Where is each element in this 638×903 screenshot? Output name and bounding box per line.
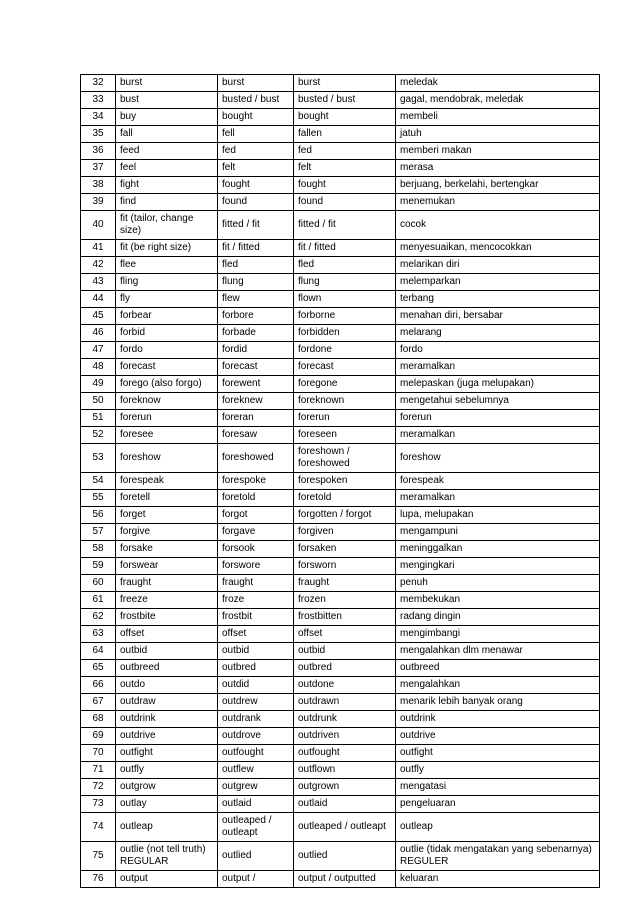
- past-tense-cell: fed: [218, 143, 294, 160]
- row-number-cell: 62: [81, 609, 116, 626]
- translation-cell: foreshow: [396, 444, 600, 473]
- row-number-cell: 69: [81, 728, 116, 745]
- table-row: [81, 376, 600, 393]
- table-row: [81, 291, 600, 308]
- translation-cell: forerun: [396, 410, 600, 427]
- table-row: [81, 507, 600, 524]
- past-tense-cell: busted / bust: [218, 92, 294, 109]
- translation-cell: mengalahkan: [396, 677, 600, 694]
- irregular-verbs-table: [80, 74, 600, 888]
- past-participle-cell: foreknown: [294, 393, 396, 410]
- table-row: [81, 609, 600, 626]
- table-row: [81, 444, 600, 473]
- base-form-cell: flee: [116, 257, 218, 274]
- translation-cell: melepaskan (juga melupakan): [396, 376, 600, 393]
- table-row: [81, 558, 600, 575]
- past-tense-cell: found: [218, 194, 294, 211]
- base-form-cell: foreknow: [116, 393, 218, 410]
- table-row: [81, 427, 600, 444]
- base-form-cell: forespeak: [116, 473, 218, 490]
- past-participle-cell: fought: [294, 177, 396, 194]
- base-form-cell: outfight: [116, 745, 218, 762]
- table-row: [81, 711, 600, 728]
- row-number-cell: 34: [81, 109, 116, 126]
- row-number-cell: 35: [81, 126, 116, 143]
- past-participle-cell: foreshown / foreshowed: [294, 444, 396, 473]
- base-form-cell: feel: [116, 160, 218, 177]
- base-form-cell: foresee: [116, 427, 218, 444]
- row-number-cell: 76: [81, 871, 116, 888]
- row-number-cell: 37: [81, 160, 116, 177]
- past-participle-cell: forgotten / forgot: [294, 507, 396, 524]
- past-participle-cell: foretold: [294, 490, 396, 507]
- row-number-cell: 43: [81, 274, 116, 291]
- base-form-cell: output: [116, 871, 218, 888]
- table-row: [81, 211, 600, 240]
- row-number-cell: 60: [81, 575, 116, 592]
- table-row: [81, 762, 600, 779]
- translation-cell: memberi makan: [396, 143, 600, 160]
- base-form-cell: fit (tailor, change size): [116, 211, 218, 240]
- translation-cell: menahan diri, bersabar: [396, 308, 600, 325]
- row-number-cell: 41: [81, 240, 116, 257]
- translation-cell: gagal, mendobrak, meledak: [396, 92, 600, 109]
- past-participle-cell: outleaped / outleapt: [294, 813, 396, 842]
- translation-cell: outbreed: [396, 660, 600, 677]
- table-row: [81, 643, 600, 660]
- past-tense-cell: outlaid: [218, 796, 294, 813]
- translation-cell: cocok: [396, 211, 600, 240]
- past-tense-cell: forewent: [218, 376, 294, 393]
- table-row: [81, 626, 600, 643]
- past-participle-cell: bought: [294, 109, 396, 126]
- table-row: [81, 660, 600, 677]
- base-form-cell: fling: [116, 274, 218, 291]
- past-tense-cell: forespoke: [218, 473, 294, 490]
- past-participle-cell: foregone: [294, 376, 396, 393]
- past-participle-cell: outbid: [294, 643, 396, 660]
- past-tense-cell: foreknew: [218, 393, 294, 410]
- translation-cell: keluaran: [396, 871, 600, 888]
- row-number-cell: 68: [81, 711, 116, 728]
- past-tense-cell: outdrew: [218, 694, 294, 711]
- row-number-cell: 70: [81, 745, 116, 762]
- table-row: [81, 813, 600, 842]
- table-row: [81, 393, 600, 410]
- table-row: [81, 308, 600, 325]
- past-tense-cell: foreran: [218, 410, 294, 427]
- table-row: [81, 592, 600, 609]
- past-tense-cell: fought: [218, 177, 294, 194]
- past-tense-cell: foresaw: [218, 427, 294, 444]
- table-row: [81, 143, 600, 160]
- past-participle-cell: fled: [294, 257, 396, 274]
- table-row: [81, 842, 600, 871]
- table-row: [81, 359, 600, 376]
- past-participle-cell: outgrown: [294, 779, 396, 796]
- row-number-cell: 58: [81, 541, 116, 558]
- translation-cell: radang dingin: [396, 609, 600, 626]
- past-participle-cell: frozen: [294, 592, 396, 609]
- past-participle-cell: outdrawn: [294, 694, 396, 711]
- past-participle-cell: outlied: [294, 842, 396, 871]
- base-form-cell: buy: [116, 109, 218, 126]
- base-form-cell: outlay: [116, 796, 218, 813]
- past-tense-cell: offset: [218, 626, 294, 643]
- past-participle-cell: fit / fitted: [294, 240, 396, 257]
- past-tense-cell: frostbit: [218, 609, 294, 626]
- table-row: [81, 257, 600, 274]
- table-row: [81, 473, 600, 490]
- table-row: [81, 160, 600, 177]
- past-tense-cell: foretold: [218, 490, 294, 507]
- past-participle-cell: foreseen: [294, 427, 396, 444]
- base-form-cell: offset: [116, 626, 218, 643]
- past-participle-cell: outflown: [294, 762, 396, 779]
- past-participle-cell: flung: [294, 274, 396, 291]
- translation-cell: melarang: [396, 325, 600, 342]
- table-row: [81, 490, 600, 507]
- past-participle-cell: forespoken: [294, 473, 396, 490]
- table-row: [81, 75, 600, 92]
- table-row: [81, 325, 600, 342]
- translation-cell: mengalahkan dlm menawar: [396, 643, 600, 660]
- translation-cell: melarikan diri: [396, 257, 600, 274]
- past-tense-cell: fell: [218, 126, 294, 143]
- row-number-cell: 52: [81, 427, 116, 444]
- translation-cell: meramalkan: [396, 427, 600, 444]
- row-number-cell: 63: [81, 626, 116, 643]
- translation-cell: membeli: [396, 109, 600, 126]
- table-row: [81, 342, 600, 359]
- base-form-cell: forgive: [116, 524, 218, 541]
- past-tense-cell: flew: [218, 291, 294, 308]
- translation-cell: mengatasi: [396, 779, 600, 796]
- past-tense-cell: forgave: [218, 524, 294, 541]
- translation-cell: merasa: [396, 160, 600, 177]
- table-row: [81, 694, 600, 711]
- row-number-cell: 53: [81, 444, 116, 473]
- row-number-cell: 32: [81, 75, 116, 92]
- row-number-cell: 65: [81, 660, 116, 677]
- table-row: [81, 745, 600, 762]
- table-row: [81, 92, 600, 109]
- row-number-cell: 50: [81, 393, 116, 410]
- row-number-cell: 66: [81, 677, 116, 694]
- row-number-cell: 74: [81, 813, 116, 842]
- table-row: [81, 240, 600, 257]
- past-tense-cell: outlied: [218, 842, 294, 871]
- past-participle-cell: outfought: [294, 745, 396, 762]
- table-row: [81, 871, 600, 888]
- base-form-cell: fit (be right size): [116, 240, 218, 257]
- translation-cell: outdrink: [396, 711, 600, 728]
- row-number-cell: 42: [81, 257, 116, 274]
- base-form-cell: fight: [116, 177, 218, 194]
- row-number-cell: 33: [81, 92, 116, 109]
- base-form-cell: outdrink: [116, 711, 218, 728]
- base-form-cell: freeze: [116, 592, 218, 609]
- past-participle-cell: outdrunk: [294, 711, 396, 728]
- past-participle-cell: fed: [294, 143, 396, 160]
- past-participle-cell: forerun: [294, 410, 396, 427]
- row-number-cell: 67: [81, 694, 116, 711]
- past-tense-cell: forbade: [218, 325, 294, 342]
- translation-cell: mengingkari: [396, 558, 600, 575]
- past-participle-cell: outdriven: [294, 728, 396, 745]
- base-form-cell: fraught: [116, 575, 218, 592]
- table-row: [81, 126, 600, 143]
- past-participle-cell: outdone: [294, 677, 396, 694]
- translation-cell: melemparkan: [396, 274, 600, 291]
- past-participle-cell: flown: [294, 291, 396, 308]
- row-number-cell: 36: [81, 143, 116, 160]
- past-tense-cell: forecast: [218, 359, 294, 376]
- row-number-cell: 71: [81, 762, 116, 779]
- base-form-cell: fall: [116, 126, 218, 143]
- row-number-cell: 51: [81, 410, 116, 427]
- past-participle-cell: forsworn: [294, 558, 396, 575]
- past-tense-cell: outgrew: [218, 779, 294, 796]
- translation-cell: outfight: [396, 745, 600, 762]
- table-row: [81, 677, 600, 694]
- past-participle-cell: offset: [294, 626, 396, 643]
- base-form-cell: foreshow: [116, 444, 218, 473]
- past-participle-cell: burst: [294, 75, 396, 92]
- table-row: [81, 524, 600, 541]
- past-tense-cell: outfought: [218, 745, 294, 762]
- past-participle-cell: forgiven: [294, 524, 396, 541]
- past-participle-cell: fallen: [294, 126, 396, 143]
- table-row: [81, 410, 600, 427]
- past-tense-cell: outflew: [218, 762, 294, 779]
- row-number-cell: 47: [81, 342, 116, 359]
- past-tense-cell: forswore: [218, 558, 294, 575]
- row-number-cell: 44: [81, 291, 116, 308]
- past-tense-cell: forgot: [218, 507, 294, 524]
- past-participle-cell: fitted / fit: [294, 211, 396, 240]
- base-form-cell: outleap: [116, 813, 218, 842]
- past-tense-cell: outdrank: [218, 711, 294, 728]
- base-form-cell: outbid: [116, 643, 218, 660]
- past-tense-cell: burst: [218, 75, 294, 92]
- translation-cell: mengimbangi: [396, 626, 600, 643]
- past-tense-cell: fled: [218, 257, 294, 274]
- base-form-cell: forsake: [116, 541, 218, 558]
- translation-cell: penuh: [396, 575, 600, 592]
- row-number-cell: 72: [81, 779, 116, 796]
- past-participle-cell: forborne: [294, 308, 396, 325]
- past-tense-cell: outbid: [218, 643, 294, 660]
- table-row: [81, 194, 600, 211]
- base-form-cell: forerun: [116, 410, 218, 427]
- translation-cell: jatuh: [396, 126, 600, 143]
- past-tense-cell: fraught: [218, 575, 294, 592]
- past-tense-cell: outdid: [218, 677, 294, 694]
- row-number-cell: 40: [81, 211, 116, 240]
- past-participle-cell: outbred: [294, 660, 396, 677]
- past-participle-cell: fordone: [294, 342, 396, 359]
- translation-cell: outleap: [396, 813, 600, 842]
- past-tense-cell: outbred: [218, 660, 294, 677]
- table-row: [81, 177, 600, 194]
- base-form-cell: outdo: [116, 677, 218, 694]
- translation-cell: mengetahui sebelumnya: [396, 393, 600, 410]
- past-participle-cell: forsaken: [294, 541, 396, 558]
- past-tense-cell: fit / fitted: [218, 240, 294, 257]
- past-tense-cell: outdrove: [218, 728, 294, 745]
- verb-table-body: [81, 75, 600, 888]
- translation-cell: terbang: [396, 291, 600, 308]
- translation-cell: menarik lebih banyak orang: [396, 694, 600, 711]
- row-number-cell: 39: [81, 194, 116, 211]
- base-form-cell: fordo: [116, 342, 218, 359]
- row-number-cell: 46: [81, 325, 116, 342]
- base-form-cell: forbid: [116, 325, 218, 342]
- past-participle-cell: fraught: [294, 575, 396, 592]
- base-form-cell: feed: [116, 143, 218, 160]
- translation-cell: menyesuaikan, mencocokkan: [396, 240, 600, 257]
- translation-cell: outfly: [396, 762, 600, 779]
- translation-cell: mengampuni: [396, 524, 600, 541]
- translation-cell: menemukan: [396, 194, 600, 211]
- row-number-cell: 57: [81, 524, 116, 541]
- translation-cell: forespeak: [396, 473, 600, 490]
- base-form-cell: forbear: [116, 308, 218, 325]
- base-form-cell: find: [116, 194, 218, 211]
- row-number-cell: 45: [81, 308, 116, 325]
- translation-cell: berjuang, berkelahi, bertengkar: [396, 177, 600, 194]
- past-participle-cell: felt: [294, 160, 396, 177]
- past-tense-cell: froze: [218, 592, 294, 609]
- past-participle-cell: frostbitten: [294, 609, 396, 626]
- table-row: [81, 575, 600, 592]
- past-participle-cell: output / outputted: [294, 871, 396, 888]
- row-number-cell: 59: [81, 558, 116, 575]
- row-number-cell: 64: [81, 643, 116, 660]
- past-tense-cell: forbore: [218, 308, 294, 325]
- table-row: [81, 274, 600, 291]
- row-number-cell: 38: [81, 177, 116, 194]
- base-form-cell: outdrive: [116, 728, 218, 745]
- base-form-cell: bust: [116, 92, 218, 109]
- base-form-cell: outgrow: [116, 779, 218, 796]
- past-participle-cell: busted / bust: [294, 92, 396, 109]
- past-tense-cell: outleaped / outleapt: [218, 813, 294, 842]
- translation-cell: meramalkan: [396, 490, 600, 507]
- table-row: [81, 779, 600, 796]
- past-participle-cell: forbidden: [294, 325, 396, 342]
- row-number-cell: 49: [81, 376, 116, 393]
- past-tense-cell: fitted / fit: [218, 211, 294, 240]
- base-form-cell: foretell: [116, 490, 218, 507]
- table-row: [81, 796, 600, 813]
- past-tense-cell: flung: [218, 274, 294, 291]
- translation-cell: outlie (tidak mengatakan yang sebenarnya) REGULER: [396, 842, 600, 871]
- row-number-cell: 55: [81, 490, 116, 507]
- past-tense-cell: output /: [218, 871, 294, 888]
- translation-cell: membekukan: [396, 592, 600, 609]
- base-form-cell: outfly: [116, 762, 218, 779]
- base-form-cell: burst: [116, 75, 218, 92]
- past-tense-cell: forsook: [218, 541, 294, 558]
- base-form-cell: outdraw: [116, 694, 218, 711]
- past-tense-cell: bought: [218, 109, 294, 126]
- translation-cell: meninggalkan: [396, 541, 600, 558]
- past-participle-cell: found: [294, 194, 396, 211]
- translation-cell: fordo: [396, 342, 600, 359]
- table-row: [81, 728, 600, 745]
- translation-cell: outdrive: [396, 728, 600, 745]
- past-tense-cell: felt: [218, 160, 294, 177]
- translation-cell: meramalkan: [396, 359, 600, 376]
- base-form-cell: outlie (not tell truth) REGULAR: [116, 842, 218, 871]
- base-form-cell: frostbite: [116, 609, 218, 626]
- base-form-cell: fly: [116, 291, 218, 308]
- row-number-cell: 48: [81, 359, 116, 376]
- past-participle-cell: outlaid: [294, 796, 396, 813]
- base-form-cell: forego (also forgo): [116, 376, 218, 393]
- base-form-cell: forget: [116, 507, 218, 524]
- row-number-cell: 73: [81, 796, 116, 813]
- translation-cell: pengeluaran: [396, 796, 600, 813]
- past-participle-cell: forecast: [294, 359, 396, 376]
- table-row: [81, 541, 600, 558]
- row-number-cell: 61: [81, 592, 116, 609]
- table-row: [81, 109, 600, 126]
- base-form-cell: outbreed: [116, 660, 218, 677]
- translation-cell: lupa, melupakan: [396, 507, 600, 524]
- row-number-cell: 54: [81, 473, 116, 490]
- past-tense-cell: foreshowed: [218, 444, 294, 473]
- row-number-cell: 56: [81, 507, 116, 524]
- base-form-cell: forecast: [116, 359, 218, 376]
- translation-cell: meledak: [396, 75, 600, 92]
- base-form-cell: forswear: [116, 558, 218, 575]
- past-tense-cell: fordid: [218, 342, 294, 359]
- row-number-cell: 75: [81, 842, 116, 871]
